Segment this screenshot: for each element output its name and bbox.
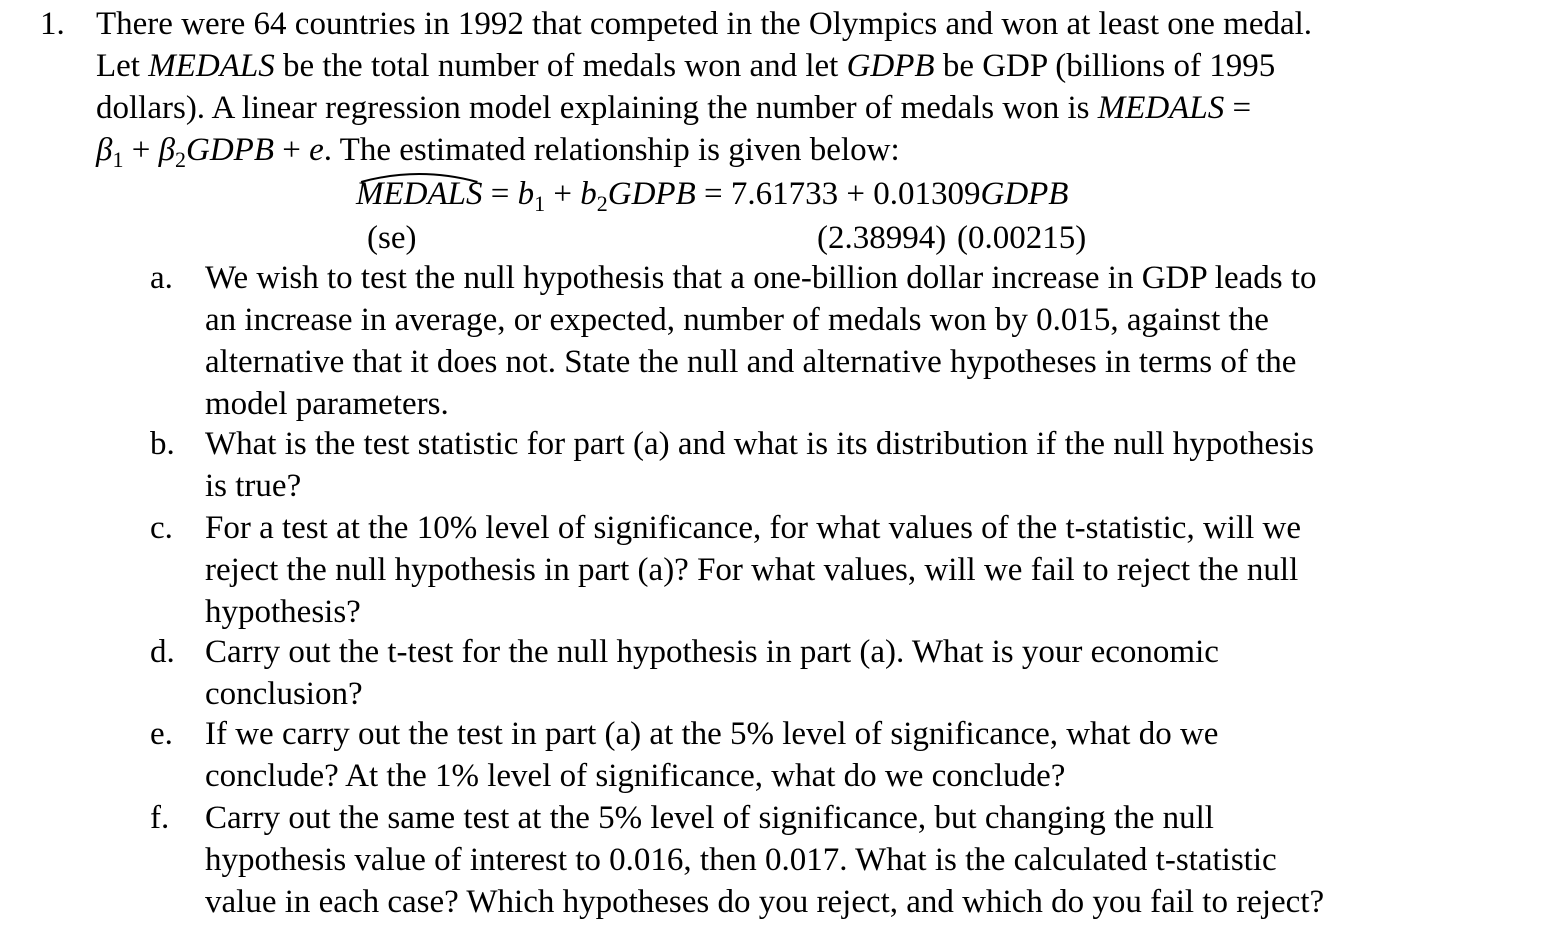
var-gdpb: GDPB xyxy=(186,132,274,168)
part-text-line: an increase in average, or expected, number of medals won by 0.015, against the xyxy=(205,302,1269,338)
intro-text: be GDP (billions of 1995 xyxy=(934,48,1276,84)
intro-text: be the total number of medals won and let xyxy=(274,48,847,84)
subscript-2: 2 xyxy=(175,147,186,172)
question-number: 1. xyxy=(40,6,65,42)
part-text-line: is true? xyxy=(205,468,302,504)
part-text-line: reject the null hypothesis in part (a)? For what values, will we fail to reject the null xyxy=(205,552,1299,588)
var-gdpb: GDPB xyxy=(607,176,696,212)
subscript-1: 1 xyxy=(112,147,124,172)
part-letter: b. xyxy=(150,426,175,462)
se-label: (se) xyxy=(367,220,417,256)
plus-sign: + xyxy=(545,176,581,212)
part-text-line: conclusion? xyxy=(205,676,363,712)
part-text-line: hypothesis value of interest to 0.016, then 0.017. What is the calculated t-statistic xyxy=(205,842,1277,878)
se-const: (2.38994) xyxy=(817,220,947,256)
hat-icon xyxy=(356,168,483,184)
beta-2: β xyxy=(158,132,175,168)
beta-1: β xyxy=(96,132,113,168)
intro-line-4 xyxy=(96,130,900,180)
intro-text: dollars). A linear regression model explaining the number of medals won is xyxy=(96,90,1098,126)
plus-sign: + xyxy=(838,176,874,212)
coef-estimate: 0.01309 xyxy=(873,176,981,212)
var-gdpb: GDPB xyxy=(980,176,1069,212)
part-text-line: conclude? At the 1% level of significance, what do we conclude? xyxy=(205,758,1066,794)
equals-sign: = xyxy=(482,176,518,212)
const-estimate: 7.61733 xyxy=(730,176,839,212)
intro-text: Let xyxy=(96,48,149,84)
b-2: b xyxy=(580,176,597,212)
var-medals: MEDALS xyxy=(1097,90,1225,126)
b-1: b xyxy=(517,176,535,212)
subscript-1: 1 xyxy=(534,191,546,216)
intro-line-3 xyxy=(96,88,1251,128)
part-text-line: model parameters. xyxy=(205,386,449,422)
subscript-2: 2 xyxy=(596,191,608,216)
equals-sign: = xyxy=(1224,90,1252,126)
intro-line-1: There were 64 countries in 1992 that competed in the Olympics and won at least one medal. xyxy=(96,6,1313,42)
part-text-line: hypothesis? xyxy=(205,594,361,630)
part-letter: a. xyxy=(150,260,173,296)
var-medals: MEDALS xyxy=(148,48,275,84)
medals-hat xyxy=(356,174,483,214)
part-text-line: For a test at the 10% level of significance, for what values of the t-statistic, will we xyxy=(205,510,1302,546)
intro-text: . The estimated relationship is given below: xyxy=(323,132,900,168)
var-gdpb: GDPB xyxy=(846,48,935,84)
plus-sign: + xyxy=(123,132,159,168)
part-text-line: alternative that it does not. State the null and alternative hypotheses in terms of the xyxy=(205,344,1297,380)
plus-sign: + xyxy=(273,132,310,168)
part-letter: e. xyxy=(150,716,173,752)
part-text-line: Carry out the same test at the 5% level of significance, but changing the null xyxy=(205,800,1214,836)
se-coef: (0.00215) xyxy=(957,220,1087,256)
estimated-equation xyxy=(356,174,1068,224)
part-text-line: What is the test statistic for part (a) and what is its distribution if the null hypothesis xyxy=(205,426,1314,462)
var-e: e xyxy=(309,132,324,168)
intro-line-2 xyxy=(96,46,1275,86)
part-text-line: If we carry out the test in part (a) at the 5% level of significance, what do we xyxy=(205,716,1219,752)
var-medals-hat: MEDALS xyxy=(356,176,483,212)
part-letter: c. xyxy=(150,510,173,546)
part-letter: f. xyxy=(150,800,170,836)
part-text-line: value in each case? Which hypotheses do you reject, and which do you fail to reject? xyxy=(205,884,1325,920)
equals-sign: = xyxy=(695,176,731,212)
part-text-line: Carry out the t-test for the null hypothesis in part (a). What is your economic xyxy=(205,634,1219,670)
part-letter: d. xyxy=(150,634,175,670)
part-text-line: We wish to test the null hypothesis that a one-billion dollar increase in GDP leads to xyxy=(205,260,1317,296)
